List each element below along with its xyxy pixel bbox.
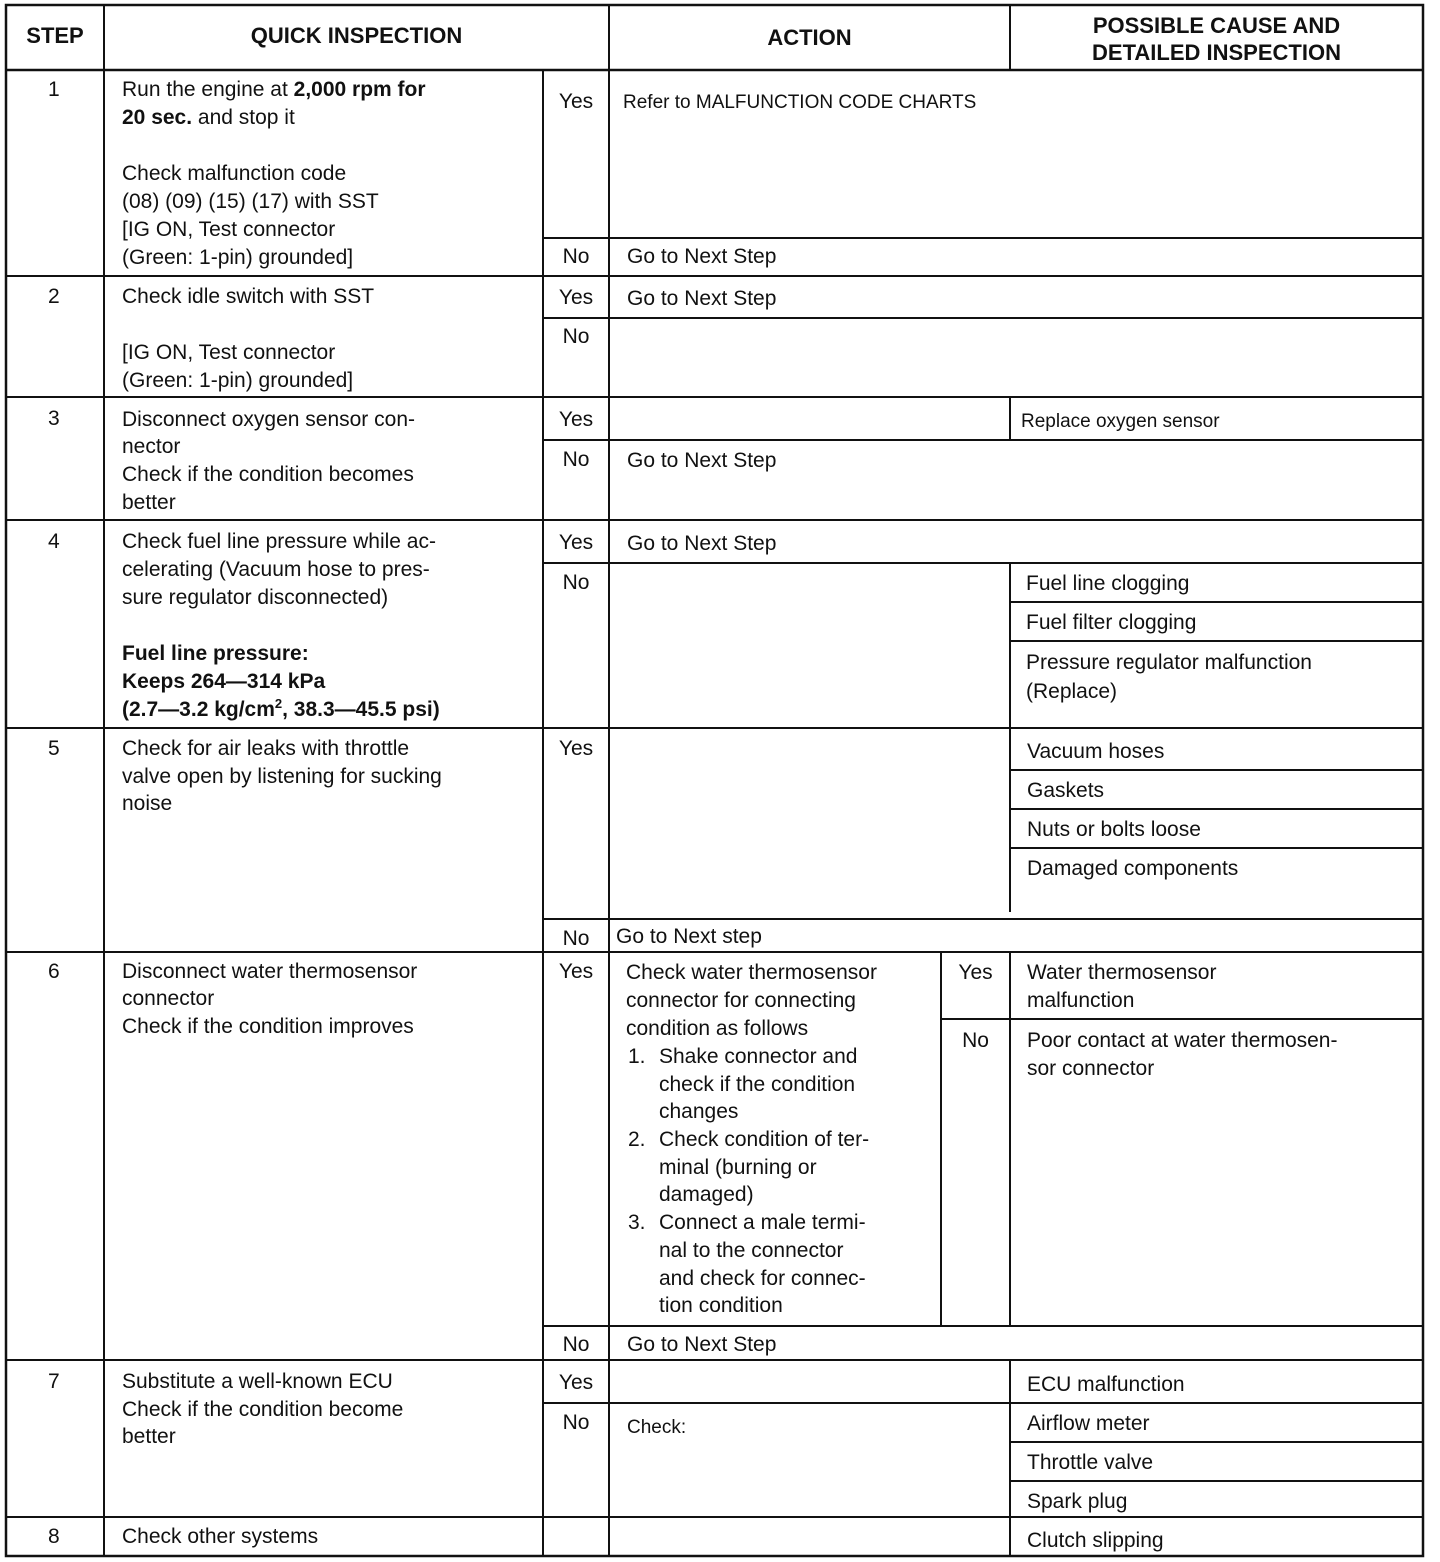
action-text: Go to Next Step — [627, 245, 777, 268]
yes-label: Yes — [558, 1371, 594, 1394]
no-label: No — [562, 571, 590, 594]
no-label: No — [562, 1411, 590, 1434]
inspection-text: Run the engine at — [122, 78, 294, 101]
header-action: ACTION — [767, 25, 852, 50]
step-number: 2 — [48, 285, 60, 308]
yes-label: Yes — [558, 408, 594, 431]
inspection-line: [IG ON, Test connector — [122, 341, 336, 364]
inspection-line — [122, 76, 426, 104]
inspection-bold-text: Fuel line pressure: — [122, 642, 309, 665]
cause-text: Throttle valve — [1027, 1451, 1154, 1474]
cause-text: Clutch slipping — [1027, 1529, 1164, 1552]
yes-label: Yes — [558, 90, 594, 113]
cause-text: Gaskets — [1027, 779, 1105, 802]
superscript: 2 — [274, 696, 283, 711]
yes-label: Yes — [558, 531, 594, 554]
pressure-value: (2.7—3.2 kg/cm — [122, 698, 275, 721]
sub-no-label: No — [962, 1029, 989, 1052]
cause-text: Spark plug — [1027, 1490, 1128, 1513]
action-text: condition as follows — [626, 1017, 809, 1040]
cause-text: (Replace) — [1026, 680, 1118, 703]
cause-text: Pressure regulator malfunction — [1026, 651, 1312, 674]
list-number: 2. — [628, 1128, 646, 1151]
inspection-line — [122, 104, 295, 132]
inspection-line: (08) (09) (15) (17) with SST — [122, 190, 379, 213]
cause-text: Replace oxygen sensor — [1021, 411, 1220, 432]
inspection-line: Check for air leaks with throttle — [122, 737, 410, 760]
action-text: Refer to MALFUNCTION CODE CHARTS — [623, 92, 977, 113]
list-item: and check for connec- — [659, 1267, 866, 1290]
inspection-line: Check if the condition improves — [122, 1015, 414, 1038]
cause-text: Fuel filter clogging — [1026, 611, 1197, 634]
inspection-line: valve open by listening for sucking — [122, 765, 442, 788]
inspection-line: noise — [122, 792, 173, 815]
header-cause-line2: DETAILED INSPECTION — [1092, 40, 1341, 65]
step-number: 4 — [48, 530, 60, 553]
sub-yes-label: Yes — [958, 961, 993, 984]
inspection-bold-text: Keeps 264—314 kPa — [122, 670, 326, 693]
inspection-line: Check malfunction code — [122, 162, 347, 185]
no-label: No — [562, 448, 590, 471]
inspection-line: Check other systems — [122, 1525, 319, 1548]
action-text: connector for connecting — [626, 989, 856, 1012]
inspection-line: Check if the condition becomes — [122, 463, 414, 486]
inspection-line: Check if the condition become — [122, 1398, 404, 1421]
action-text: Go to Next Step — [627, 287, 777, 310]
cause-text: Vacuum hoses — [1027, 740, 1165, 763]
inspection-line: Substitute a well-known ECU — [122, 1370, 393, 1393]
header-step: STEP — [26, 23, 84, 48]
list-item: check if the condition — [659, 1073, 856, 1096]
list-item: Connect a male termi- — [659, 1211, 866, 1234]
inspection-line: better — [122, 491, 176, 514]
inspection-line: (Green: 1-pin) grounded] — [122, 246, 354, 269]
action-text: Go to Next Step — [627, 1333, 777, 1356]
cause-text: Fuel line clogging — [1026, 572, 1190, 595]
cause-text: malfunction — [1027, 989, 1135, 1012]
pressure-value: , 38.3—45.5 psi) — [282, 698, 440, 721]
step-number: 6 — [48, 960, 60, 983]
list-item: damaged) — [659, 1183, 754, 1206]
inspection-bold-text — [122, 696, 440, 724]
cause-text: Poor contact at water thermosen- — [1027, 1029, 1338, 1052]
no-label: No — [562, 1333, 590, 1356]
inspection-line: sure regulator disconnected) — [122, 586, 389, 609]
yes-label: Yes — [558, 286, 594, 309]
inspection-line: celerating (Vacuum hose to pres- — [122, 558, 430, 581]
yes-label: Yes — [558, 737, 594, 760]
inspection-text: and stop it — [192, 106, 295, 129]
cause-text: ECU malfunction — [1027, 1373, 1185, 1396]
cause-text: sor connector — [1027, 1057, 1155, 1080]
step-number: 1 — [48, 78, 60, 101]
list-item: Shake connector and — [659, 1045, 858, 1068]
header-cause-line1: POSSIBLE CAUSE AND — [1092, 13, 1341, 38]
step-number: 5 — [48, 737, 60, 760]
cause-text: Damaged components — [1027, 857, 1239, 880]
inspection-line: [IG ON, Test connector — [122, 218, 336, 241]
list-item: tion condition — [659, 1294, 783, 1317]
action-text: Check: — [627, 1417, 687, 1438]
no-label: No — [562, 325, 590, 348]
list-item: minal (burning or — [659, 1156, 817, 1179]
action-text: Check water thermosensor — [626, 961, 877, 984]
cause-text: Nuts or bolts loose — [1027, 818, 1201, 841]
inspection-line: better — [122, 1425, 176, 1448]
inspection-line: nector — [122, 435, 181, 458]
list-number: 3. — [628, 1211, 646, 1234]
action-text: Go to Next step — [616, 925, 762, 948]
step-number: 3 — [48, 407, 60, 430]
action-text: Go to Next Step — [627, 532, 777, 555]
inspection-line: Disconnect water thermosensor — [122, 960, 418, 983]
no-label: No — [562, 927, 590, 950]
inspection-line: Check fuel line pressure while ac- — [122, 530, 436, 553]
inspection-line: Disconnect oxygen sensor con- — [122, 408, 415, 431]
step-number: 8 — [48, 1525, 60, 1548]
inspection-bold-text: 2,000 rpm for — [293, 78, 426, 101]
cause-text: Water thermosensor — [1027, 961, 1217, 984]
yes-label: Yes — [558, 960, 594, 983]
action-text: Go to Next Step — [627, 449, 777, 472]
inspection-bold-text: 20 sec. — [122, 106, 193, 129]
header-quick-inspection: QUICK INSPECTION — [250, 23, 463, 48]
list-item: Check condition of ter- — [659, 1128, 870, 1151]
cause-text: Airflow meter — [1027, 1412, 1150, 1435]
inspection-line: Check idle switch with SST — [122, 285, 375, 308]
list-number: 1. — [628, 1045, 646, 1068]
inspection-line: (Green: 1-pin) grounded] — [122, 369, 354, 392]
list-item: changes — [659, 1100, 739, 1123]
inspection-line: connector — [122, 987, 215, 1010]
no-label: No — [562, 245, 590, 268]
step-number: 7 — [48, 1370, 60, 1393]
list-item: nal to the connector — [659, 1239, 844, 1262]
